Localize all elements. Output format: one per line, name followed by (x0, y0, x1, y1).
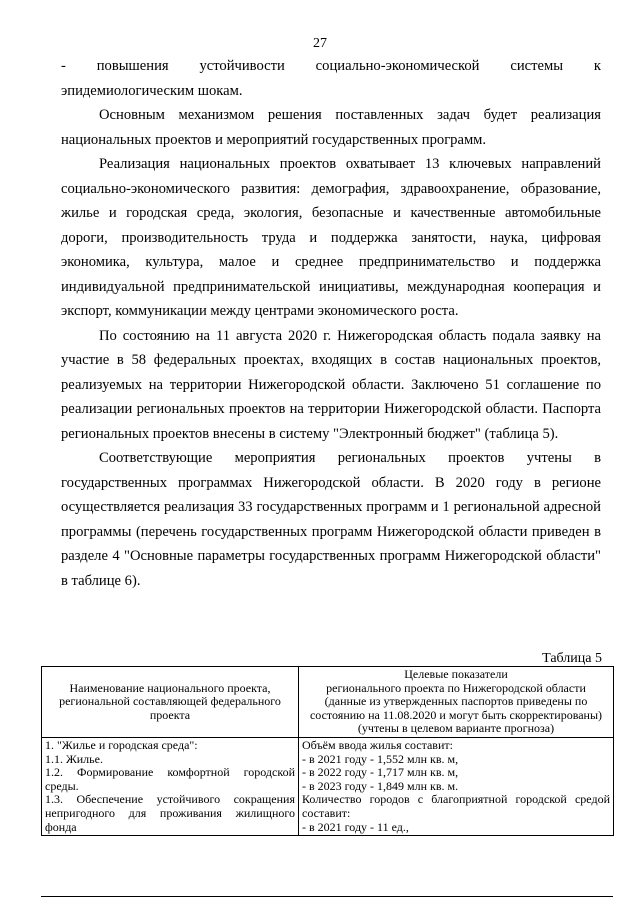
table-header-row (42, 667, 614, 738)
projects-table (41, 666, 614, 836)
header-line: (данные из утвержденных паспортов приведены по состоянию на 11.08.2020 и могут быть скорректированы) (309, 694, 603, 722)
paragraph: Основным механизмом решения поставленных задач будет реализация национальных проектов и мероприятий государственных программ. (61, 107, 601, 148)
header-target-indicators (299, 667, 614, 738)
table-caption: Таблица 5 (542, 651, 602, 666)
project-cell (42, 737, 299, 835)
indicator-line: Количество городов с благоприятной городской средой составит: (302, 792, 610, 820)
project-line: 1.1. Жилье. (45, 751, 103, 766)
header-project-name: Наименование национального проекта, региональной составляющей федерального проекта (42, 667, 299, 738)
paragraph: - повышения устойчивости социально-экономической системы к эпидемиологическим шокам. (61, 58, 601, 99)
indicators-cell (299, 737, 614, 835)
paragraph: Соответствующие мероприятия региональных проектов учтены в государственных программах Нижегородской области. В 2020 году в регионе осуществляется реализация 33 государственных программ и 1 региональной адресной программы (перечень государственных программ Нижегородской области приведен в разделе 4 "Основные параметры государственных программ Нижегородской области" в таблице 6). (61, 450, 601, 589)
indicator-line: - в 2021 году - 11 ед., (302, 819, 409, 834)
header-line: Целевые показатели (404, 667, 508, 681)
header-line: регионального проекта по Нижегородской области (326, 680, 586, 695)
table-bottom-border (41, 896, 613, 897)
project-line: 1.2. Формирование комфортной городской среды. (45, 765, 295, 793)
paragraph: По состоянию на 11 августа 2020 г. Нижегородская область подала заявку на участие в 58 федеральных проектах, входящих в состав национальных проектов, реализуемых на территории Нижегородской области. Заключено 51 соглашение по реализации региональных проектов на территории Нижегородской области. Паспорта региональных проектов внесены в систему "Электронный бюджет" (таблица 5). (61, 327, 601, 442)
indicator-line: - в 2023 году - 1,849 млн кв. м. (302, 778, 459, 793)
table-row (42, 737, 614, 835)
project-line: 1. "Жилье и городская среда": (45, 737, 198, 752)
indicator-line: - в 2022 году - 1,717 млн кв. м, (302, 765, 459, 780)
header-line: (учтены в целевом варианте прогноза) (357, 721, 555, 736)
project-line: 1.3. Обеспечение устойчивого сокращения непригодного для проживания жилищного фонда (45, 792, 295, 834)
body-text (61, 54, 601, 593)
indicator-line: - в 2021 году - 1,552 млн кв. м, (302, 751, 459, 766)
indicator-line: Объём ввода жилья составит: (302, 737, 453, 752)
paragraph: Реализация национальных проектов охватывает 13 ключевых направлений социально-экономического развития: демография, здравоохранение, образование, жилье и городская среда, экология, безопасные и качественные автомобильные дороги, производительность труда и поддержка занятости, наука, цифровая экономика, культура, малое и среднее предпринимательство и поддержка индивидуальной предпринимательской инициативы, международная кооперация и экспорт, коммуникации между центрами экономического роста. (61, 156, 601, 319)
page-number: 27 (313, 36, 327, 51)
